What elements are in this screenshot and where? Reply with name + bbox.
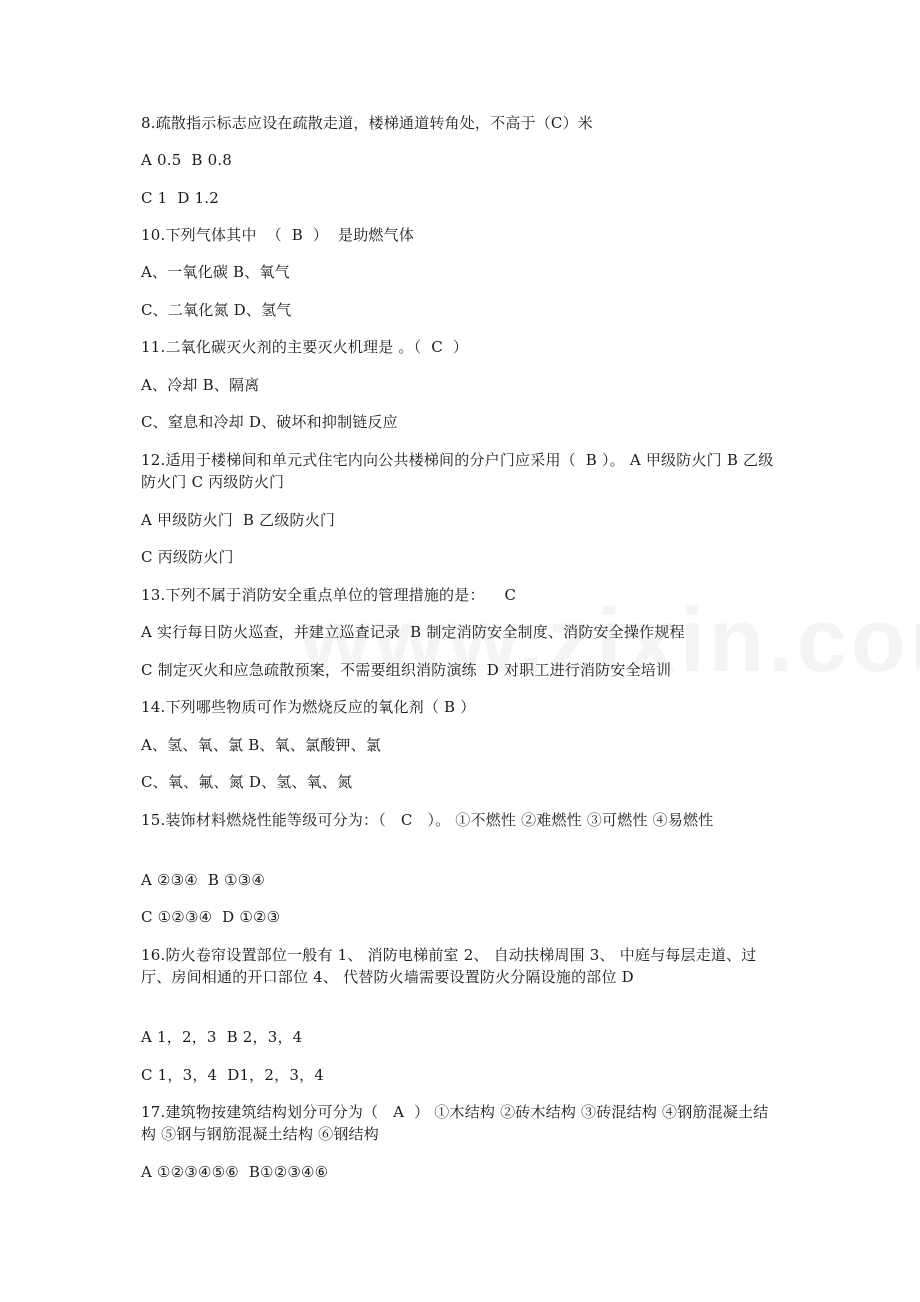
question-15: 15.装饰材料燃烧性能等级可分为：（ C ）。 ①不燃性 ②难燃性 ③可燃性 ④易燃性 xyxy=(141,811,714,829)
question-14-options-cd: C、氧、氟、氮 D、氢、氧、氮 xyxy=(141,773,353,791)
question-16-options-cd: C 1，3，4 D1，2，3，4 xyxy=(141,1066,325,1084)
question-11-options-ab: A、冷却 B、隔离 xyxy=(141,376,260,394)
question-11-options-cd: C、窒息和冷却 D、破坏和抑制链反应 xyxy=(141,413,398,431)
question-14: 14.下列哪些物质可作为燃烧反应的氧化剂（ B ） xyxy=(141,698,476,716)
question-8: 8.疏散指示标志应设在疏散走道，楼梯通道转角处，不高于（C）米 xyxy=(141,114,593,132)
question-17-options-ab: A ①②③④⑤⑥ B①②③④⑥ xyxy=(141,1163,329,1181)
question-12: 12.适用于楼梯间和单元式住宅内向公共楼梯间的分户门应采用（ B ）。 A 甲级防火门 B 乙级防火门 C 丙级防火门 xyxy=(141,451,774,491)
question-8-options-ab: A 0.5 B 0.8 xyxy=(141,151,233,169)
question-16-options-ab: A 1，2，3 B 2，3，4 xyxy=(141,1028,303,1046)
question-10-options-cd: C、二氧化氮 D、氢气 xyxy=(141,301,292,319)
question-10-options-ab: A、一氧化碳 B、氧气 xyxy=(141,263,290,281)
question-12-options-ab: A 甲级防火门 B 乙级防火门 xyxy=(141,511,336,529)
question-14-options-ab: A、氢、氧、氯 B、氧、氯酸钾、氯 xyxy=(141,736,382,754)
question-12-options-c: C 丙级防火门 xyxy=(141,548,234,566)
question-11: 11.二氧化碳灭火剂的主要灭火机理是 。（ C ） xyxy=(141,338,469,356)
question-13-options-cd: C 制定灭火和应急疏散预案，不需要组织消防演练 D 对职工进行消防安全培训 xyxy=(141,661,672,679)
question-13-options-ab: A 实行每日防火巡查，并建立巡查记录 B 制定消防安全制度、消防安全操作规程 xyxy=(141,623,685,641)
question-8-options-cd: C 1 D 1.2 xyxy=(141,189,219,207)
question-15-options-cd: C ①②③④ D ①②③ xyxy=(141,908,281,926)
question-10: 10.下列气体其中 （ B ） 是助燃气体 xyxy=(141,226,415,244)
question-16: 16.防火卷帘设置部位一般有 1、 消防电梯前室 2、 自动扶梯周围 3、 中庭与每层走道、过厅、房间相通的开口部位 4、 代替防火墙需要设置防火分隔设施的部位 D xyxy=(141,946,757,986)
question-17: 17.建筑物按建筑结构划分可分为（ A ） ①木结构 ②砖木结构 ③砖混结构 ④钢筋混凝土结构 ⑤钢与钢筋混凝土结构 ⑥钢结构 xyxy=(141,1103,769,1143)
question-15-options-ab: A ②③④ B ①③④ xyxy=(141,871,266,889)
question-13: 13.下列不属于消防安全重点单位的管理措施的是： C xyxy=(141,586,517,604)
